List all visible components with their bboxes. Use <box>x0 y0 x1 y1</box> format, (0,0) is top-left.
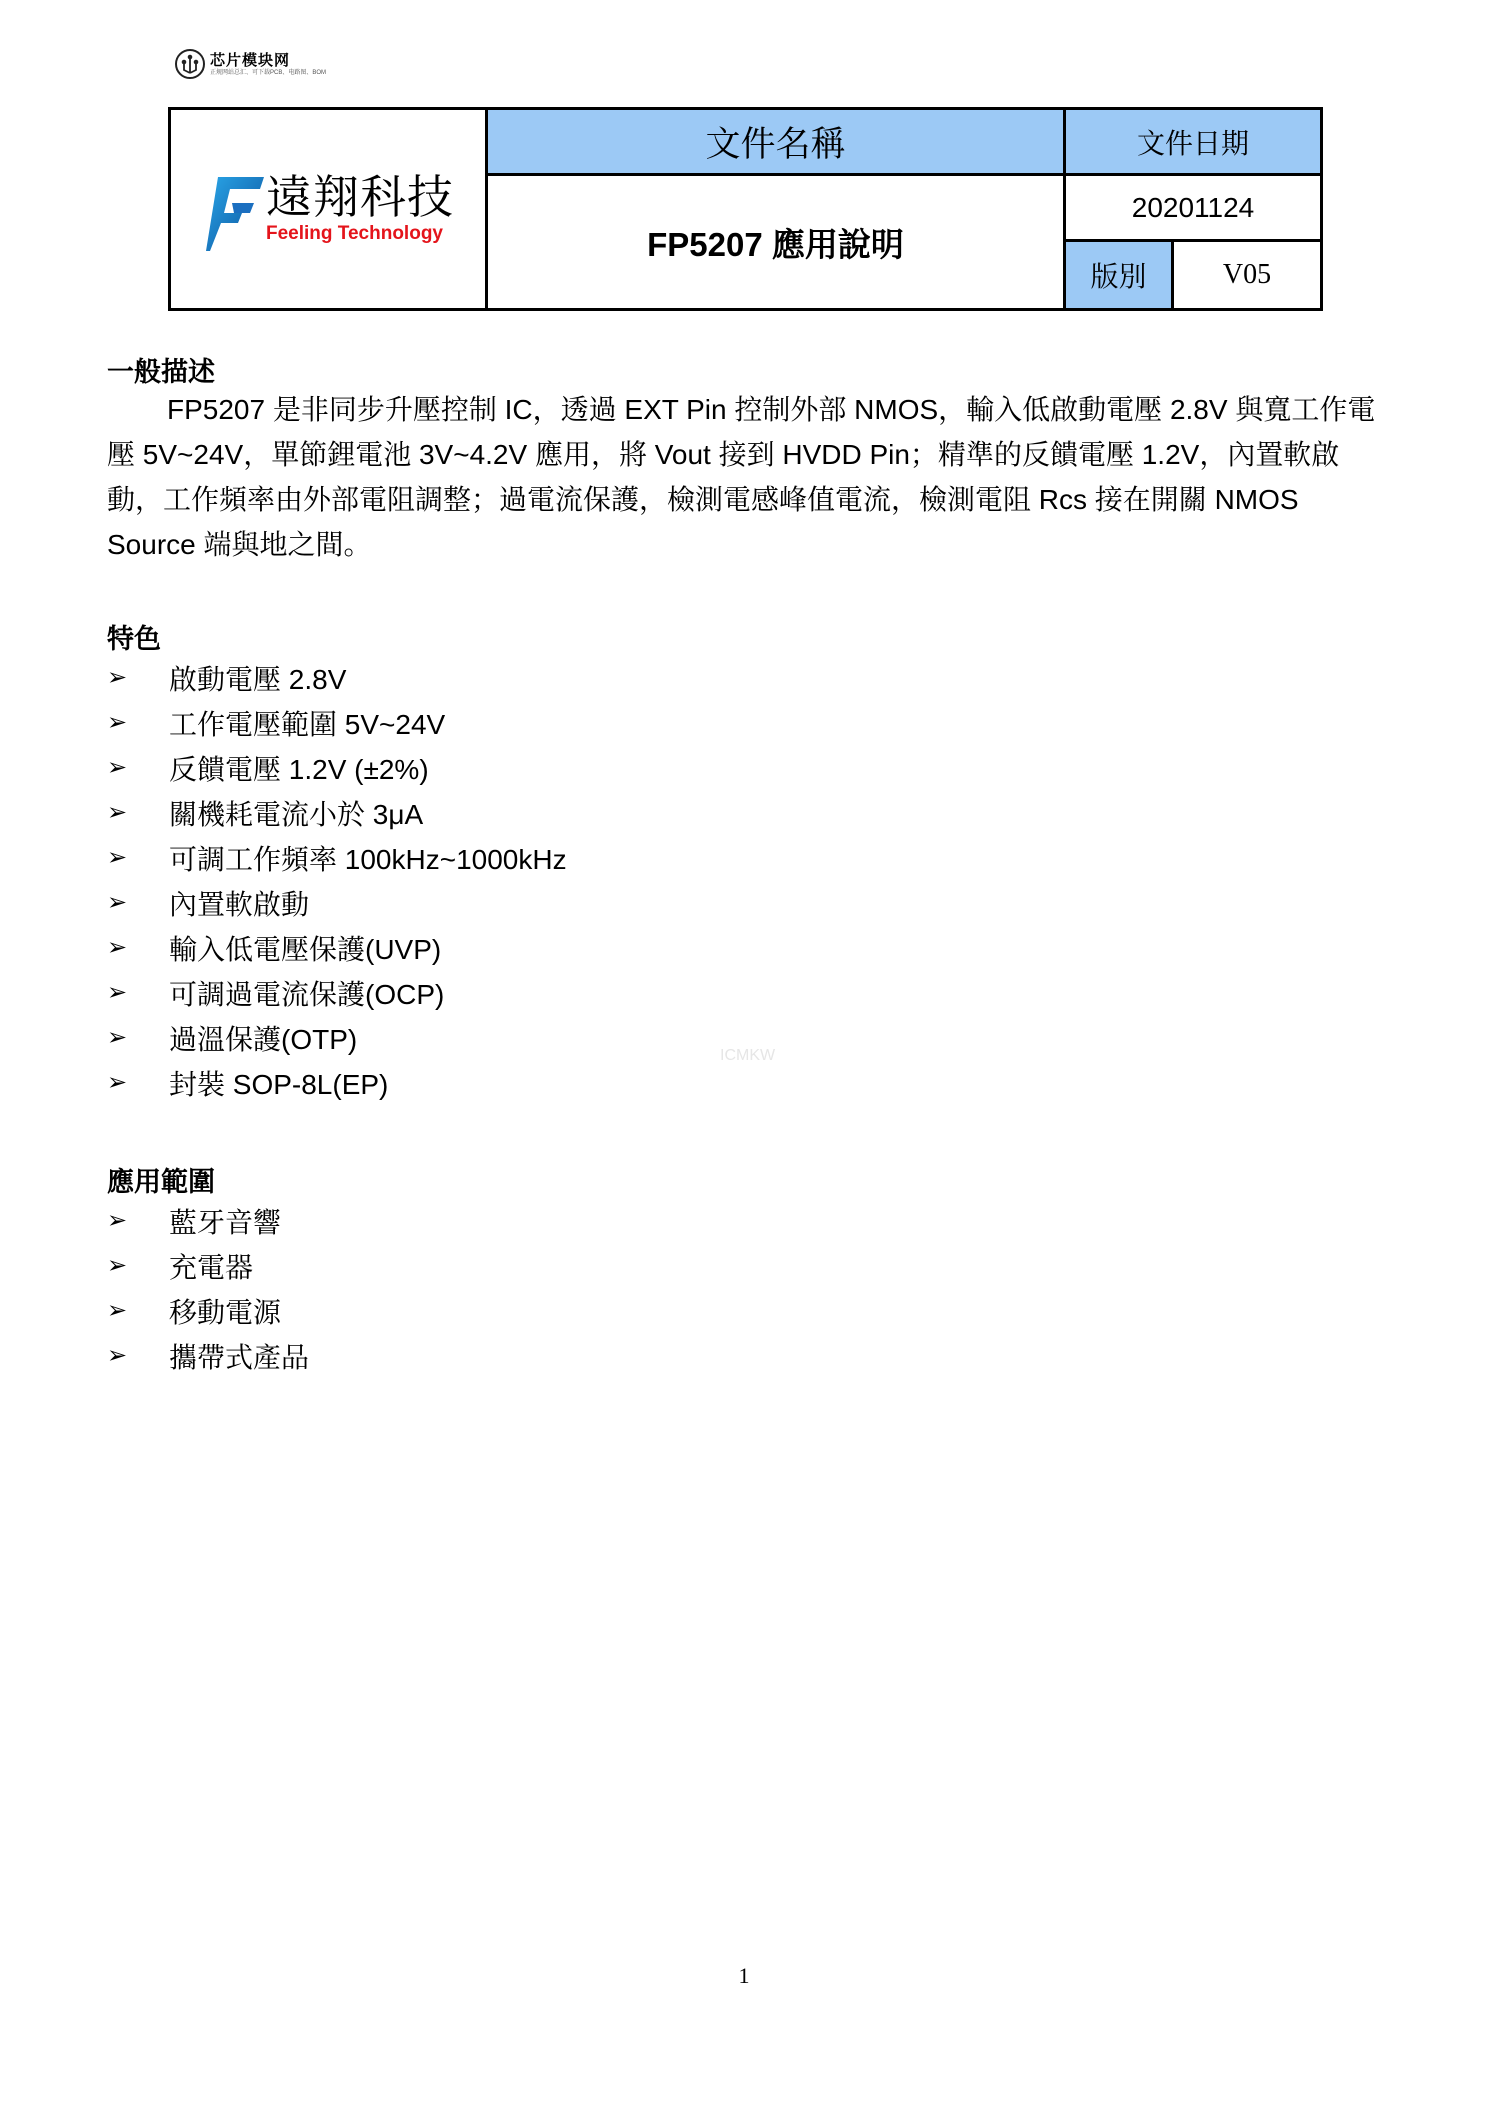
list-item <box>107 1198 309 1243</box>
general-description <box>107 387 1387 567</box>
list-item <box>107 970 567 1015</box>
version-label: 版別 <box>1066 242 1174 308</box>
section-title-applications: 應用範圍 <box>107 1167 215 1197</box>
list-item-text: 輸入低電壓保護(UVP) <box>169 933 442 965</box>
list-item <box>107 655 567 700</box>
arrow-bullet-icon: ➢ <box>107 979 128 1006</box>
list-item-text: 藍牙音響 <box>169 1206 282 1238</box>
company-logo-cell <box>171 110 488 308</box>
list-item <box>107 925 567 970</box>
document-header-table <box>168 107 1323 311</box>
arrow-bullet-icon: ➢ <box>107 709 128 736</box>
version-value: V05 <box>1222 259 1272 290</box>
list-item <box>107 1288 309 1333</box>
list-item-text: 可調工作頻率 100kHz~1000kHz <box>169 843 567 875</box>
applications-list <box>107 1198 309 1378</box>
list-item <box>107 835 567 880</box>
page-number: 1 <box>738 1963 750 1988</box>
list-item-text: 關機耗電流小於 3μA <box>169 798 424 830</box>
list-item <box>107 1060 567 1105</box>
watermark: ICMKW <box>720 1047 776 1064</box>
company-logo <box>202 167 454 251</box>
arrow-bullet-icon: ➢ <box>107 1207 128 1234</box>
arrow-bullet-icon: ➢ <box>107 754 128 781</box>
list-item-text: 反饋電壓 1.2V (±2%) <box>169 753 429 785</box>
doc-title: FP5207 應用說明 <box>488 176 1066 308</box>
list-item-text: 攜帶式產品 <box>169 1341 310 1373</box>
company-name-en: Feeling Technology <box>266 223 443 245</box>
arrow-bullet-icon: ➢ <box>107 1069 128 1096</box>
company-name-cn: 遠翔科技 <box>266 170 454 223</box>
arrow-bullet-icon: ➢ <box>107 1297 128 1324</box>
section-title-features: 特色 <box>107 624 161 654</box>
general-description-text: FP5207 是非同步升壓控制 IC，透過 EXT Pin 控制外部 NMOS，輸入低啟動電壓 2.8V 與寬工作電壓 5V~24V，單節鋰電池 3V~4.2V 應用，將 Vout 接到 HVDD Pin；精準的反饋電壓 1.2V，內置軟啟動，工作頻率由外部電阻調整；過電流保護，檢測電感峰值電流，檢測電阻 Rcs 接在開關 NMOS Source 端與地之間。 <box>107 394 1376 560</box>
doc-date: 20201124 <box>1066 176 1320 242</box>
list-item-text: 啟動電壓 2.8V <box>169 663 347 695</box>
list-item <box>107 790 567 835</box>
list-item <box>107 880 567 925</box>
list-item-text: 過溫保護(OTP) <box>169 1023 358 1055</box>
list-item-text: 可調過電流保護(OCP) <box>169 978 445 1010</box>
feeling-technology-logo-icon <box>202 167 272 251</box>
chip-circuit-icon <box>174 48 206 80</box>
arrow-bullet-icon: ➢ <box>107 1024 128 1051</box>
doc-date-label: 文件日期 <box>1066 110 1320 176</box>
arrow-bullet-icon: ➢ <box>107 1342 128 1369</box>
arrow-bullet-icon: ➢ <box>107 934 128 961</box>
list-item-text: 充電器 <box>169 1251 254 1283</box>
arrow-bullet-icon: ➢ <box>107 889 128 916</box>
list-item <box>107 745 567 790</box>
features-list <box>107 655 567 1105</box>
section-title-general: 一般描述 <box>107 357 215 387</box>
list-item-text: 封裝 SOP-8L(EP) <box>169 1068 389 1100</box>
list-item-text: 內置軟啟動 <box>169 888 310 920</box>
arrow-bullet-icon: ➢ <box>107 664 128 691</box>
list-item-text: 工作電壓範圍 5V~24V <box>169 708 446 740</box>
site-logo-tagline: 正规网站总汇、可下载PCB、电路图、BOM <box>210 69 327 76</box>
site-logo <box>174 46 326 82</box>
arrow-bullet-icon: ➢ <box>107 844 128 871</box>
doc-name-label: 文件名稱 <box>488 110 1066 176</box>
list-item-text: 移動電源 <box>169 1296 282 1328</box>
list-item <box>107 700 567 745</box>
arrow-bullet-icon: ➢ <box>107 799 128 826</box>
list-item <box>107 1333 309 1378</box>
arrow-bullet-icon: ➢ <box>107 1252 128 1279</box>
list-item <box>107 1243 309 1288</box>
list-item <box>107 1015 567 1060</box>
site-logo-name: 芯片模块网 <box>210 51 291 69</box>
